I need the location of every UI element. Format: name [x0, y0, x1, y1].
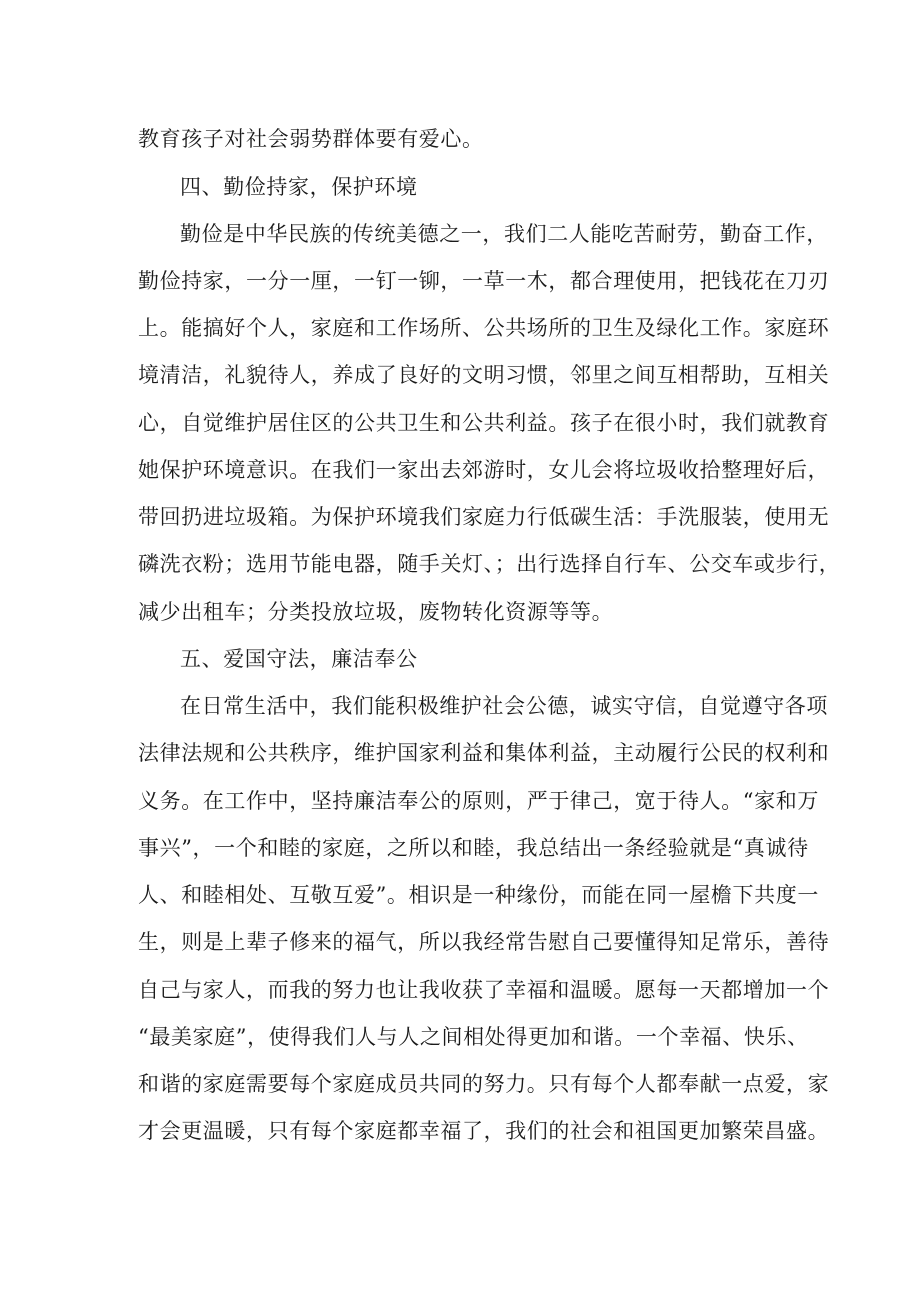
- paragraph-line: 上。能搞好个人，家庭和工作场所、公共场所的卫生及绿化工作。家庭环: [138, 316, 830, 340]
- paragraph-line: 在日常生活中，我们能积极维护社会公德，诚实守信，自觉遵守各项: [180, 694, 828, 718]
- paragraph-line: 自己与家人，而我的努力也让我收获了幸福和温暖。愿每一天都增加一个: [138, 978, 830, 1002]
- paragraph-line: 带回扔进垃圾箱。为保护环境我们家庭力行低碳生活：手洗服装，使用无: [138, 505, 830, 529]
- section-heading-5: 五、爱国守法，廉洁奉公: [180, 647, 418, 671]
- paragraph-line: 生，则是上辈子修来的福气，所以我经常告慰自己要懂得知足常乐，善待: [138, 930, 830, 954]
- section-heading-4: 四、勤俭持家，保护环境: [180, 175, 418, 199]
- paragraph-line: 事兴”，一个和睦的家庭，之所以和睦，我总结出一条经验就是“真诚待: [138, 836, 809, 860]
- paragraph-line: 和谐的家庭需要每个家庭成员共同的努力。只有每个人都奉献一点爱，家: [138, 1072, 830, 1096]
- paragraph-line: 她保护环境意识。在我们一家出去郊游时，女儿会将垃圾收拾整理好后，: [138, 458, 830, 482]
- paragraph-line: 才会更温暖，只有每个家庭都幸福了，我们的社会和祖国更加繁荣昌盛。: [138, 1119, 830, 1143]
- paragraph-line: 勤俭是中华民族的传统美德之一，我们二人能吃苦耐劳，勤奋工作，: [180, 222, 828, 246]
- paragraph-line: 磷洗衣粉；选用节能电器，随手关灯、；出行选择自行车、公交车或步行，: [138, 552, 841, 576]
- paragraph-line: 人、和睦相处、互敬互爱”。相识是一种缘份，而能在同一屋檐下共度一: [138, 883, 819, 907]
- paragraph-line: 义务。在工作中，坚持廉洁奉公的原则，严于律己，宽于待人。“家和万: [138, 789, 819, 813]
- paragraph-line: 减少出租车；分类投放垃圾，废物转化资源等等。: [138, 600, 614, 624]
- paragraph-line: 法律法规和公共秩序，维护国家利益和集体利益，主动履行公民的权利和: [138, 741, 830, 765]
- paragraph-line: “最美家庭”，使得我们人与人之间相处得更加和谐。一个幸福、快乐、: [138, 1025, 809, 1049]
- paragraph-line: 境清洁，礼貌待人，养成了良好的文明习惯，邻里之间互相帮助，互相关: [138, 363, 830, 387]
- paragraph-line: 心，自觉维护居住区的公共卫生和公共利益。孩子在很小时，我们就教育: [138, 411, 830, 435]
- paragraph-line: 教育孩子对社会弱势群体要有爱心。: [138, 127, 484, 151]
- paragraph-line: 勤俭持家，一分一厘，一钉一铆，一草一木，都合理使用，把钱花在刀刃: [138, 269, 830, 293]
